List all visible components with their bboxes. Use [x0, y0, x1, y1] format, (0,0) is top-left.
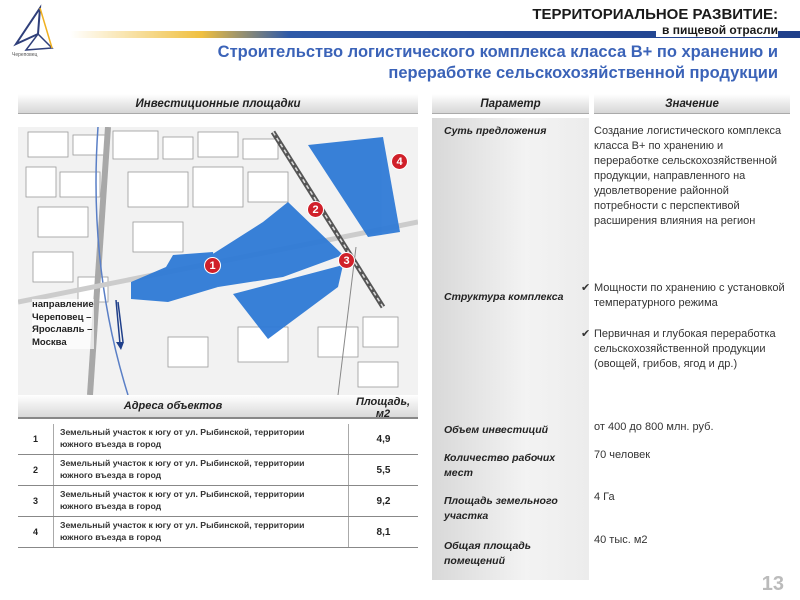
row-address: Земельный участок к югу от ул. Рыбинской, территории южного въезда в город	[60, 458, 305, 480]
param-value-item: ✔ Мощности по хранению с установкой температурного режима	[581, 282, 785, 309]
param-value: 4 Га	[594, 491, 615, 503]
value-header: Значение	[594, 94, 790, 114]
param-value-item: ✔ Первичная и глубокая переработка сельскохозяйственной продукции (овощей, грибов, ягод и др.)	[581, 328, 776, 370]
address-table-header	[18, 395, 418, 419]
direction-arrow-icon	[112, 300, 124, 350]
section-title: ТЕРРИТОРИАЛЬНОЕ РАЗВИТИЕ:	[532, 6, 778, 23]
param-header: Параметр	[432, 94, 589, 114]
address-column-header: Адреса объектов	[123, 400, 223, 412]
row-area: 8,1	[348, 517, 418, 547]
row-area: 5,5	[348, 455, 418, 485]
logo-text: Череповец	[12, 52, 38, 58]
row-address: Земельный участок к югу от ул. Рыбинской, территории южного въезда в город	[60, 427, 305, 449]
row-area: 4,9	[348, 424, 418, 454]
row-address: Земельный участок к югу от ул. Рыбинской, территории южного въезда в город	[60, 489, 305, 511]
address-row	[18, 517, 418, 548]
direction-caption: направление Череповец – Ярославль – Москва	[32, 299, 94, 348]
marker-4: 4	[391, 153, 408, 170]
slide-title: Строительство логистического комплекса класса В+ по хранению и переработке сельскохозяйственной продукции	[217, 43, 778, 82]
area-column-header: Площадь, м2	[355, 396, 411, 420]
row-area: 9,2	[348, 486, 418, 516]
row-number: 3	[18, 486, 54, 516]
param-value: Создание логистического комплекса класса В+ по хранению и переработке сельскохозяйственной продукции, направленного на удовлетворение районной потребности с перспективой расширения влияния на регион	[594, 125, 782, 227]
row-number: 2	[18, 455, 54, 485]
row-address: Земельный участок к югу от ул. Рыбинской, территории южного въезда в город	[60, 520, 305, 542]
param-label: Структура комплекса	[444, 291, 564, 303]
row-number: 4	[18, 517, 54, 547]
row-number: 1	[18, 424, 54, 454]
param-value: от 400 до 800 млн. руб.	[594, 421, 714, 433]
check-icon: ✔	[581, 328, 591, 340]
param-value: 70 человек	[594, 449, 651, 461]
marker-1: 1	[204, 257, 221, 274]
address-row	[18, 486, 418, 517]
param-label: Суть предложения	[444, 125, 547, 137]
param-label: Площадь земельного участка	[444, 495, 558, 522]
address-row	[18, 424, 418, 455]
address-row	[18, 455, 418, 486]
param-value: 40 тыс. м2	[594, 534, 648, 546]
page-number: 13	[761, 573, 784, 595]
city-logo-icon	[8, 4, 68, 74]
param-label: Количество рабочих мест	[444, 452, 556, 479]
investment-sites-header: Инвестиционные площадки	[18, 94, 418, 114]
param-label: Общая площадь помещений	[444, 540, 532, 567]
marker-2: 2	[307, 201, 324, 218]
section-subtitle: в пищевой отрасли	[656, 23, 778, 37]
param-label: Объем инвестиций	[444, 424, 549, 436]
marker-3: 3	[338, 252, 355, 269]
check-icon: ✔	[581, 282, 591, 294]
